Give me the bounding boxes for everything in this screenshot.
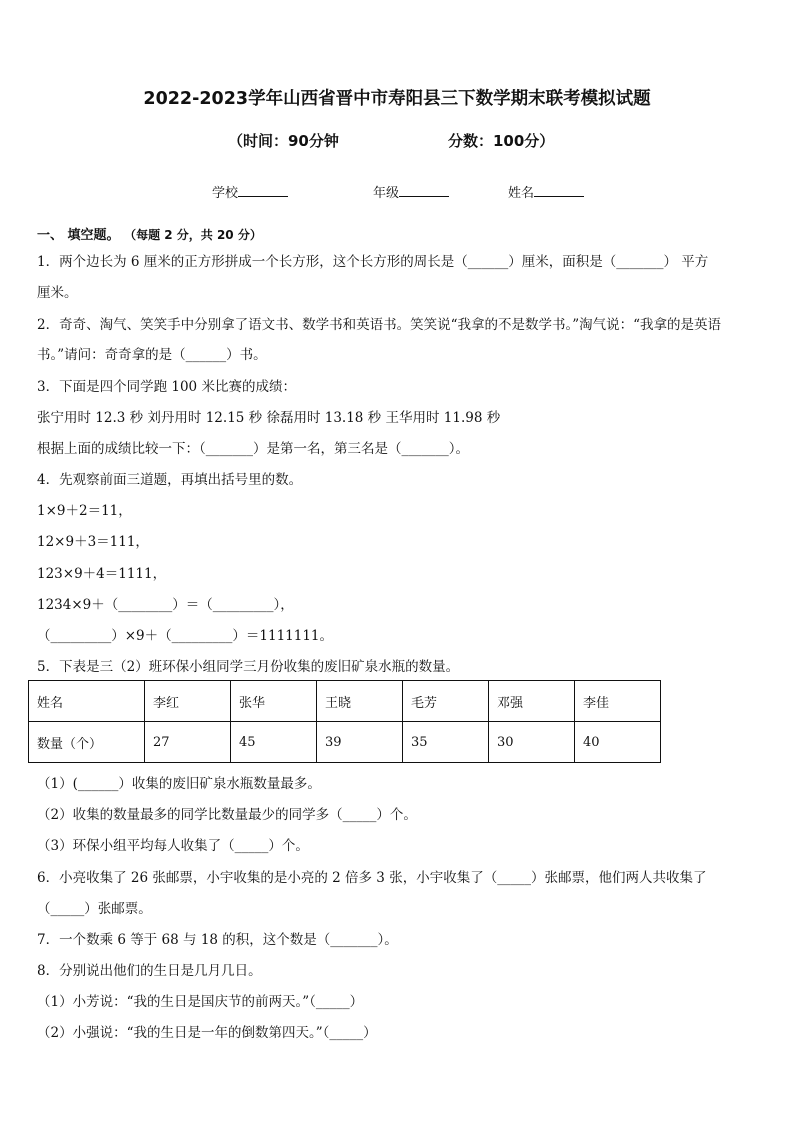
question-4-line-3: 12×9＋3＝111， [37,534,149,550]
question-1-line-2: 厘米。 [37,285,78,301]
name-field[interactable] [508,182,584,201]
question-5-sub-1: （1）(______）收集的废旧矿泉水瓶数量最多。 [37,776,321,792]
question-3-line-2: 张宁用时 12.3 秒 刘丹用时 12.15 秒 徐磊用时 13.18 秒 王华用时 11.98 秒 [37,410,501,426]
section-title: 一、 填空题。 [37,228,120,243]
exam-meta [0,130,794,152]
question-1-line-1: 1．两个边长为 6 厘米的正方形拼成一个长方形，这个长方形的周长是（______）厘米，面积是（_______） 平方 [37,254,709,270]
school-blank[interactable] [238,184,288,197]
name-label: 姓名 [508,186,535,201]
school-field[interactable] [212,182,288,201]
question-2-line-1: 2．奇奇、淘气、笑笑手中分别拿了语文书、数学书和英语书。笑笑说“我拿的不是数学书。”淘气说：“我拿的是英语 [37,317,722,333]
question-4-line-1: 4．先观察前面三道题，再填出括号里的数。 [37,472,303,488]
collection-table [28,680,661,763]
table-cell: 39 [317,722,403,763]
question-4-line-6: （_________）×9＋（_________）＝1111111。 [37,628,334,644]
table-cell: 27 [145,722,231,763]
table-cell: 毛芳 [403,681,489,722]
question-8-line-1: 8．分别说出他们的生日是几月几日。 [37,963,262,979]
table-cell: 张华 [231,681,317,722]
question-3-line-3: 根据上面的成绩比较一下：（_______）是第一名，第三名是（_______）。 [37,441,469,457]
table-cell: 李红 [145,681,231,722]
exam-time: （时间：90分钟 [228,132,339,150]
table-cell: 数量（个） [29,722,145,763]
table-cell: 35 [403,722,489,763]
question-5-sub-2: （2）收集的数量最多的同学比数量最少的同学多（_____）个。 [37,807,417,823]
table-cell: 45 [231,722,317,763]
table-cell: 邓强 [489,681,575,722]
section-note: （每题 2 分，共 20 分） [124,228,262,242]
grade-blank[interactable] [399,184,449,197]
question-7-line: 7．一个数乘 6 等于 68 与 18 的积，这个数是（_______）。 [37,932,398,948]
grade-field[interactable] [373,182,449,201]
table-row [29,722,661,763]
page-title: 2022-2023学年山西省晋中市寿阳县三下数学期末联考模拟试题 [143,89,651,109]
question-5-sub-3: （3）环保小组平均每人收集了（_____）个。 [37,838,309,854]
question-6-line-2: （_____）张邮票。 [37,901,152,917]
table-cell: 王晓 [317,681,403,722]
question-6-line-1: 6．小亮收集了 26 张邮票，小宇收集的是小亮的 2 倍多 3 张，小宇收集了（_____）张邮票，他们两人共收集了 [37,870,707,886]
question-4-line-2: 1×9＋2＝11， [37,503,132,519]
question-4-line-5: 1234×9＋（________）＝（_________）， [37,597,294,613]
question-8-line-3: （2）小强说：“我的生日是一年的倒数第四天。”（_____） [37,1025,377,1041]
table-cell: 姓名 [29,681,145,722]
question-2-line-2: 书。”请问：奇奇拿的是（______）书。 [37,347,267,363]
exam-score: 分数：100分） [448,132,555,150]
table-cell: 40 [575,722,661,763]
question-8-line-2: （1）小芳说：“我的生日是国庆节的前两天。”（_____） [37,994,364,1010]
name-blank[interactable] [534,184,584,197]
question-5-line-1: 5．下表是三（2）班环保小组同学三月份收集的废旧矿泉水瓶的数量。 [37,659,460,675]
table-cell: 李佳 [575,681,661,722]
question-3-line-1: 3．下面是四个同学跑 100 米比赛的成绩： [37,379,296,395]
table-row [29,681,661,722]
grade-label: 年级 [373,186,400,201]
question-4-line-4: 123×9＋4＝1111， [37,566,167,582]
table-cell: 30 [489,722,575,763]
section-heading [37,224,262,243]
school-label: 学校 [212,186,239,201]
